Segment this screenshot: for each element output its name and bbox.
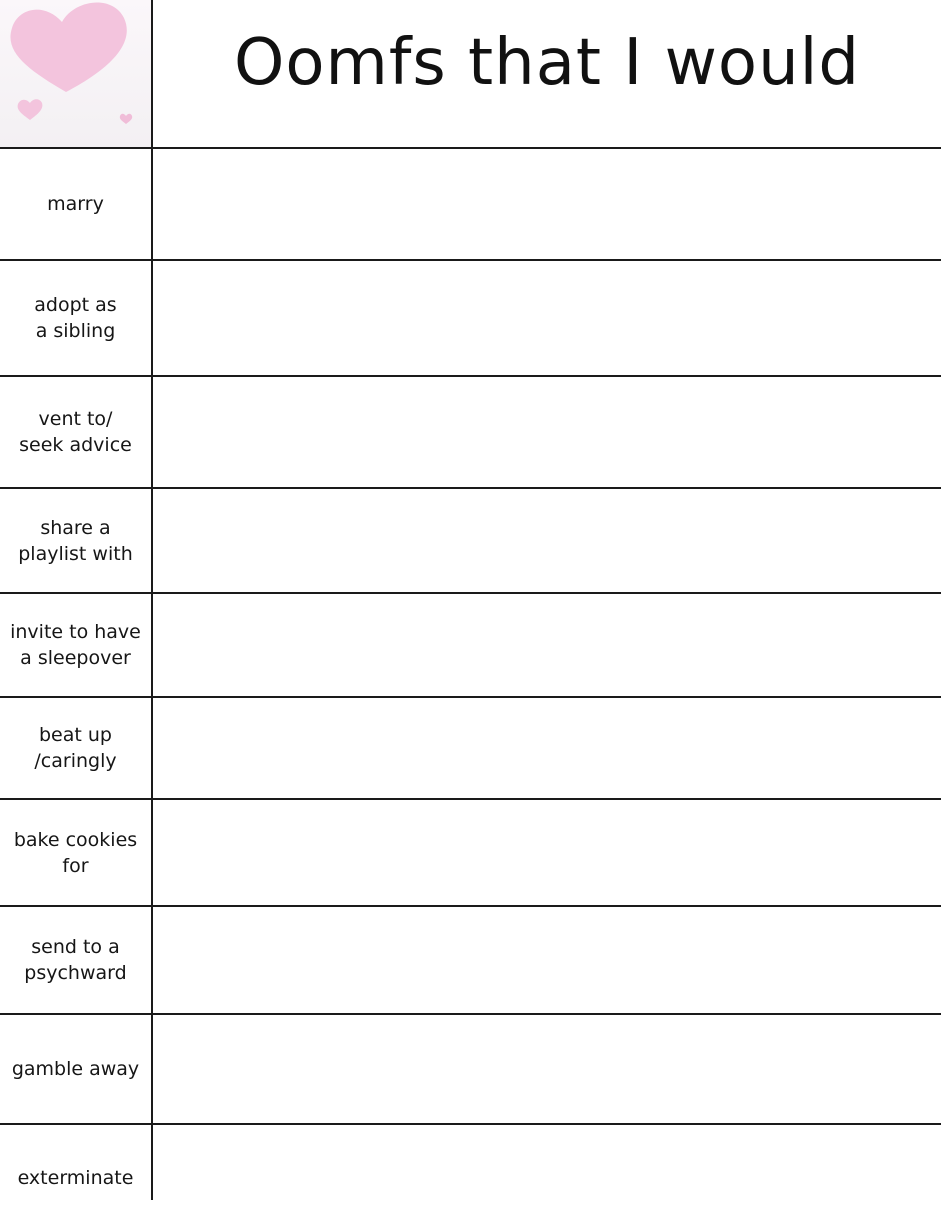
answer-cell-gamble[interactable] [153,1015,941,1123]
answer-cell-sleepover[interactable] [153,594,941,696]
row-label-cell-marry [0,149,151,259]
row-label: exterminate [17,1167,134,1189]
corner-decoration [0,0,151,148]
answer-cell-vent[interactable] [153,377,941,487]
row-label-cell-exterminate [0,1125,151,1231]
row-label: share a playlist with [18,516,133,565]
row-label: marry [47,193,104,215]
row-label-cell-sleepover [0,594,151,696]
answer-cell-marry[interactable] [153,149,941,259]
row-label-cell-cookies [0,800,151,905]
row-label-cell-playlist [0,489,151,592]
answer-cell-adopt[interactable] [153,261,941,375]
title-cell [153,0,941,148]
row-label-cell-gamble [0,1015,151,1123]
row-label: bake cookies for [13,828,138,877]
row-label-cell-beat-up [0,698,151,798]
answer-cell-playlist[interactable] [153,489,941,592]
answer-cell-beat-up[interactable] [153,698,941,798]
row-label: invite to have a sleepover [10,621,141,669]
answer-cell-exterminate[interactable] [153,1125,941,1200]
row-label-cell-psychward [0,907,151,1013]
row-label: vent to/ seek advice [19,408,132,456]
page-title: Oomfs that I would [233,26,861,100]
row-label: gamble away [11,1058,140,1080]
row-label-cell-adopt [0,261,151,375]
pink-hearts-icon [0,0,151,148]
row-label: beat up /caringly [34,724,117,772]
row-label: send to a psychward [24,936,127,984]
answer-cell-psychward[interactable] [153,907,941,1013]
answer-cell-cookies[interactable] [153,800,941,905]
row-label-cell-vent [0,377,151,487]
row-label: adopt as a sibling [34,294,117,342]
